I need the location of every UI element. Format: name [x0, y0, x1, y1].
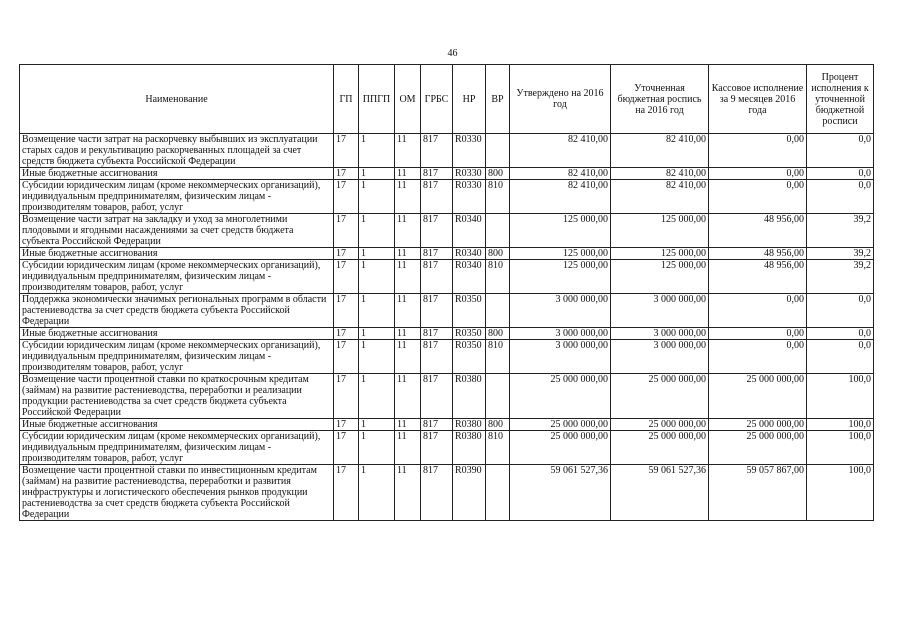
table-row: [20, 465, 874, 521]
cell-gp: 17: [334, 465, 359, 521]
cell-vr: [486, 465, 510, 521]
table-row: [20, 260, 874, 294]
cell-ppgp: 1: [359, 374, 395, 419]
cell-approved: 125 000,00: [510, 214, 611, 248]
cell-np: R0380: [453, 374, 486, 419]
header-om: ОМ: [395, 65, 421, 134]
cell-name: Поддержка экономически значимых региональных программ в области растениеводства за счет средств бюджета субъекта Российской Федерации: [20, 294, 334, 328]
cell-ppgp: 1: [359, 260, 395, 294]
cell-grbs: 817: [421, 419, 453, 431]
header-gp: ГП: [334, 65, 359, 134]
cell-gp: 17: [334, 180, 359, 214]
cell-refined: 125 000,00: [611, 248, 709, 260]
cell-approved: 82 410,00: [510, 134, 611, 168]
cell-np: R0340: [453, 248, 486, 260]
table-row: [20, 328, 874, 340]
header-np: НР: [453, 65, 486, 134]
cell-approved: 125 000,00: [510, 260, 611, 294]
cell-cash: 0,00: [709, 294, 807, 328]
cell-np: R0390: [453, 465, 486, 521]
table-row: [20, 248, 874, 260]
cell-grbs: 817: [421, 340, 453, 374]
cell-np: R0330: [453, 180, 486, 214]
cell-grbs: 817: [421, 294, 453, 328]
cell-np: R0350: [453, 328, 486, 340]
cell-name: Возмещение части процентной ставки по краткосрочным кредитам (займам) на развитие растениеводства, переработки и реализации продукции растениеводства за счет средств бюджета субъекта Российской Федерации: [20, 374, 334, 419]
cell-approved: 82 410,00: [510, 180, 611, 214]
cell-percent: 100,0: [807, 431, 874, 465]
cell-cash: 25 000 000,00: [709, 419, 807, 431]
cell-percent: 0,0: [807, 134, 874, 168]
cell-np: R0330: [453, 168, 486, 180]
cell-approved: 59 061 527,36: [510, 465, 611, 521]
cell-name: Иные бюджетные ассигнования: [20, 419, 334, 431]
cell-approved: 82 410,00: [510, 168, 611, 180]
cell-cash: 48 956,00: [709, 214, 807, 248]
cell-approved: 125 000,00: [510, 248, 611, 260]
cell-grbs: 817: [421, 465, 453, 521]
cell-grbs: 817: [421, 214, 453, 248]
cell-gp: 17: [334, 328, 359, 340]
cell-refined: 25 000 000,00: [611, 374, 709, 419]
cell-name: Иные бюджетные ассигнования: [20, 328, 334, 340]
cell-np: R0340: [453, 260, 486, 294]
cell-cash: 0,00: [709, 328, 807, 340]
cell-percent: 100,0: [807, 465, 874, 521]
cell-np: R0380: [453, 431, 486, 465]
cell-percent: 0,0: [807, 180, 874, 214]
cell-ppgp: 1: [359, 340, 395, 374]
cell-gp: 17: [334, 374, 359, 419]
cell-percent: 0,0: [807, 340, 874, 374]
cell-om: 11: [395, 465, 421, 521]
cell-grbs: 817: [421, 134, 453, 168]
cell-cash: 0,00: [709, 180, 807, 214]
cell-approved: 3 000 000,00: [510, 340, 611, 374]
cell-refined: 3 000 000,00: [611, 294, 709, 328]
cell-name: Возмещение части процентной ставки по инвестиционным кредитам (займам) на развитие растениеводства, переработки и развития инфраструктуры и логистического обеспечения рынков продукции растениеводства за счет средств бюджета субъекта Российской Федерации: [20, 465, 334, 521]
cell-percent: 0,0: [807, 168, 874, 180]
table-row: [20, 168, 874, 180]
cell-name: Субсидии юридическим лицам (кроме некоммерческих организаций), индивидуальным предпринимателям, физическим лицам - производителям товаров, работ, услуг: [20, 340, 334, 374]
cell-vr: 810: [486, 340, 510, 374]
cell-grbs: 817: [421, 328, 453, 340]
cell-om: 11: [395, 168, 421, 180]
header-approved: Утверждено на 2016 год: [510, 65, 611, 134]
cell-grbs: 817: [421, 248, 453, 260]
cell-ppgp: 1: [359, 168, 395, 180]
cell-cash: 25 000 000,00: [709, 374, 807, 419]
table-row: [20, 419, 874, 431]
cell-approved: 3 000 000,00: [510, 328, 611, 340]
cell-approved: 25 000 000,00: [510, 374, 611, 419]
table-row: [20, 340, 874, 374]
cell-om: 11: [395, 419, 421, 431]
cell-om: 11: [395, 374, 421, 419]
cell-grbs: 817: [421, 180, 453, 214]
cell-percent: 39,2: [807, 260, 874, 294]
cell-ppgp: 1: [359, 134, 395, 168]
cell-ppgp: 1: [359, 431, 395, 465]
cell-refined: 25 000 000,00: [611, 431, 709, 465]
cell-refined: 25 000 000,00: [611, 419, 709, 431]
header-refined: Уточненная бюджетная роспись на 2016 год: [611, 65, 709, 134]
table-row: [20, 431, 874, 465]
cell-om: 11: [395, 431, 421, 465]
cell-name: Возмещение части затрат на закладку и уход за многолетними плодовыми и ягодными насаждениями за счет средств бюджета субъекта Российской Федерации: [20, 214, 334, 248]
cell-gp: 17: [334, 260, 359, 294]
cell-percent: 0,0: [807, 294, 874, 328]
table-row: [20, 134, 874, 168]
cell-np: R0350: [453, 294, 486, 328]
cell-np: R0380: [453, 419, 486, 431]
cell-om: 11: [395, 134, 421, 168]
table-body: [20, 134, 874, 521]
cell-ppgp: 1: [359, 328, 395, 340]
cell-cash: 0,00: [709, 134, 807, 168]
cell-refined: 59 061 527,36: [611, 465, 709, 521]
cell-vr: 800: [486, 328, 510, 340]
cell-refined: 3 000 000,00: [611, 340, 709, 374]
cell-om: 11: [395, 214, 421, 248]
cell-percent: 39,2: [807, 248, 874, 260]
cell-approved: 25 000 000,00: [510, 431, 611, 465]
cell-vr: [486, 374, 510, 419]
cell-ppgp: 1: [359, 180, 395, 214]
header-percent: Процент исполнения к уточненной бюджетной росписи: [807, 65, 874, 134]
cell-ppgp: 1: [359, 214, 395, 248]
cell-grbs: 817: [421, 374, 453, 419]
table-row: [20, 294, 874, 328]
cell-vr: 810: [486, 260, 510, 294]
header-cash: Кассовое исполнение за 9 месяцев 2016 года: [709, 65, 807, 134]
table-row: [20, 180, 874, 214]
cell-gp: 17: [334, 248, 359, 260]
header-vr: ВР: [486, 65, 510, 134]
cell-np: R0330: [453, 134, 486, 168]
table-row: [20, 374, 874, 419]
cell-grbs: 817: [421, 260, 453, 294]
cell-name: Субсидии юридическим лицам (кроме некоммерческих организаций), индивидуальным предпринимателям, физическим лицам - производителям товаров, работ, услуг: [20, 431, 334, 465]
cell-om: 11: [395, 180, 421, 214]
cell-om: 11: [395, 340, 421, 374]
cell-cash: 0,00: [709, 340, 807, 374]
cell-cash: 25 000 000,00: [709, 431, 807, 465]
cell-approved: 3 000 000,00: [510, 294, 611, 328]
cell-cash: 0,00: [709, 168, 807, 180]
cell-vr: 800: [486, 248, 510, 260]
cell-gp: 17: [334, 134, 359, 168]
cell-name: Иные бюджетные ассигнования: [20, 168, 334, 180]
cell-cash: 48 956,00: [709, 260, 807, 294]
cell-ppgp: 1: [359, 465, 395, 521]
cell-ppgp: 1: [359, 248, 395, 260]
cell-gp: 17: [334, 431, 359, 465]
cell-gp: 17: [334, 168, 359, 180]
cell-name: Субсидии юридическим лицам (кроме некоммерческих организаций), индивидуальным предпринимателям, физическим лицам - производителям товаров, работ, услуг: [20, 180, 334, 214]
cell-refined: 125 000,00: [611, 260, 709, 294]
cell-vr: [486, 214, 510, 248]
cell-np: R0350: [453, 340, 486, 374]
header-name: Наименование: [20, 65, 334, 134]
cell-vr: 810: [486, 431, 510, 465]
cell-ppgp: 1: [359, 419, 395, 431]
cell-grbs: 817: [421, 431, 453, 465]
cell-ppgp: 1: [359, 294, 395, 328]
table-row: [20, 214, 874, 248]
budget-table: [19, 64, 874, 521]
header-row: [20, 65, 874, 134]
cell-gp: 17: [334, 294, 359, 328]
cell-vr: [486, 134, 510, 168]
cell-np: R0340: [453, 214, 486, 248]
cell-name: Субсидии юридическим лицам (кроме некоммерческих организаций), индивидуальным предпринимателям, физическим лицам - производителям товаров, работ, услуг: [20, 260, 334, 294]
cell-name: Иные бюджетные ассигнования: [20, 248, 334, 260]
cell-refined: 82 410,00: [611, 134, 709, 168]
cell-vr: 800: [486, 419, 510, 431]
cell-percent: 39,2: [807, 214, 874, 248]
cell-vr: 800: [486, 168, 510, 180]
page-number: 46: [447, 48, 458, 59]
cell-refined: 3 000 000,00: [611, 328, 709, 340]
cell-percent: 100,0: [807, 374, 874, 419]
cell-cash: 59 057 867,00: [709, 465, 807, 521]
cell-refined: 82 410,00: [611, 180, 709, 214]
cell-om: 11: [395, 328, 421, 340]
cell-name: Возмещение части затрат на раскорчевку выбывших из эксплуатации старых садов и рекультивацию раскорчеванных площадей за счет средств бюджета субъекта Российской Федерации: [20, 134, 334, 168]
cell-percent: 0,0: [807, 328, 874, 340]
cell-vr: 810: [486, 180, 510, 214]
cell-percent: 100,0: [807, 419, 874, 431]
header-ppgp: ППГП: [359, 65, 395, 134]
cell-approved: 25 000 000,00: [510, 419, 611, 431]
cell-grbs: 817: [421, 168, 453, 180]
cell-refined: 125 000,00: [611, 214, 709, 248]
header-grbs: ГРБС: [421, 65, 453, 134]
cell-cash: 48 956,00: [709, 248, 807, 260]
cell-gp: 17: [334, 419, 359, 431]
cell-om: 11: [395, 248, 421, 260]
cell-vr: [486, 294, 510, 328]
cell-gp: 17: [334, 214, 359, 248]
cell-refined: 82 410,00: [611, 168, 709, 180]
cell-gp: 17: [334, 340, 359, 374]
cell-om: 11: [395, 294, 421, 328]
cell-om: 11: [395, 260, 421, 294]
